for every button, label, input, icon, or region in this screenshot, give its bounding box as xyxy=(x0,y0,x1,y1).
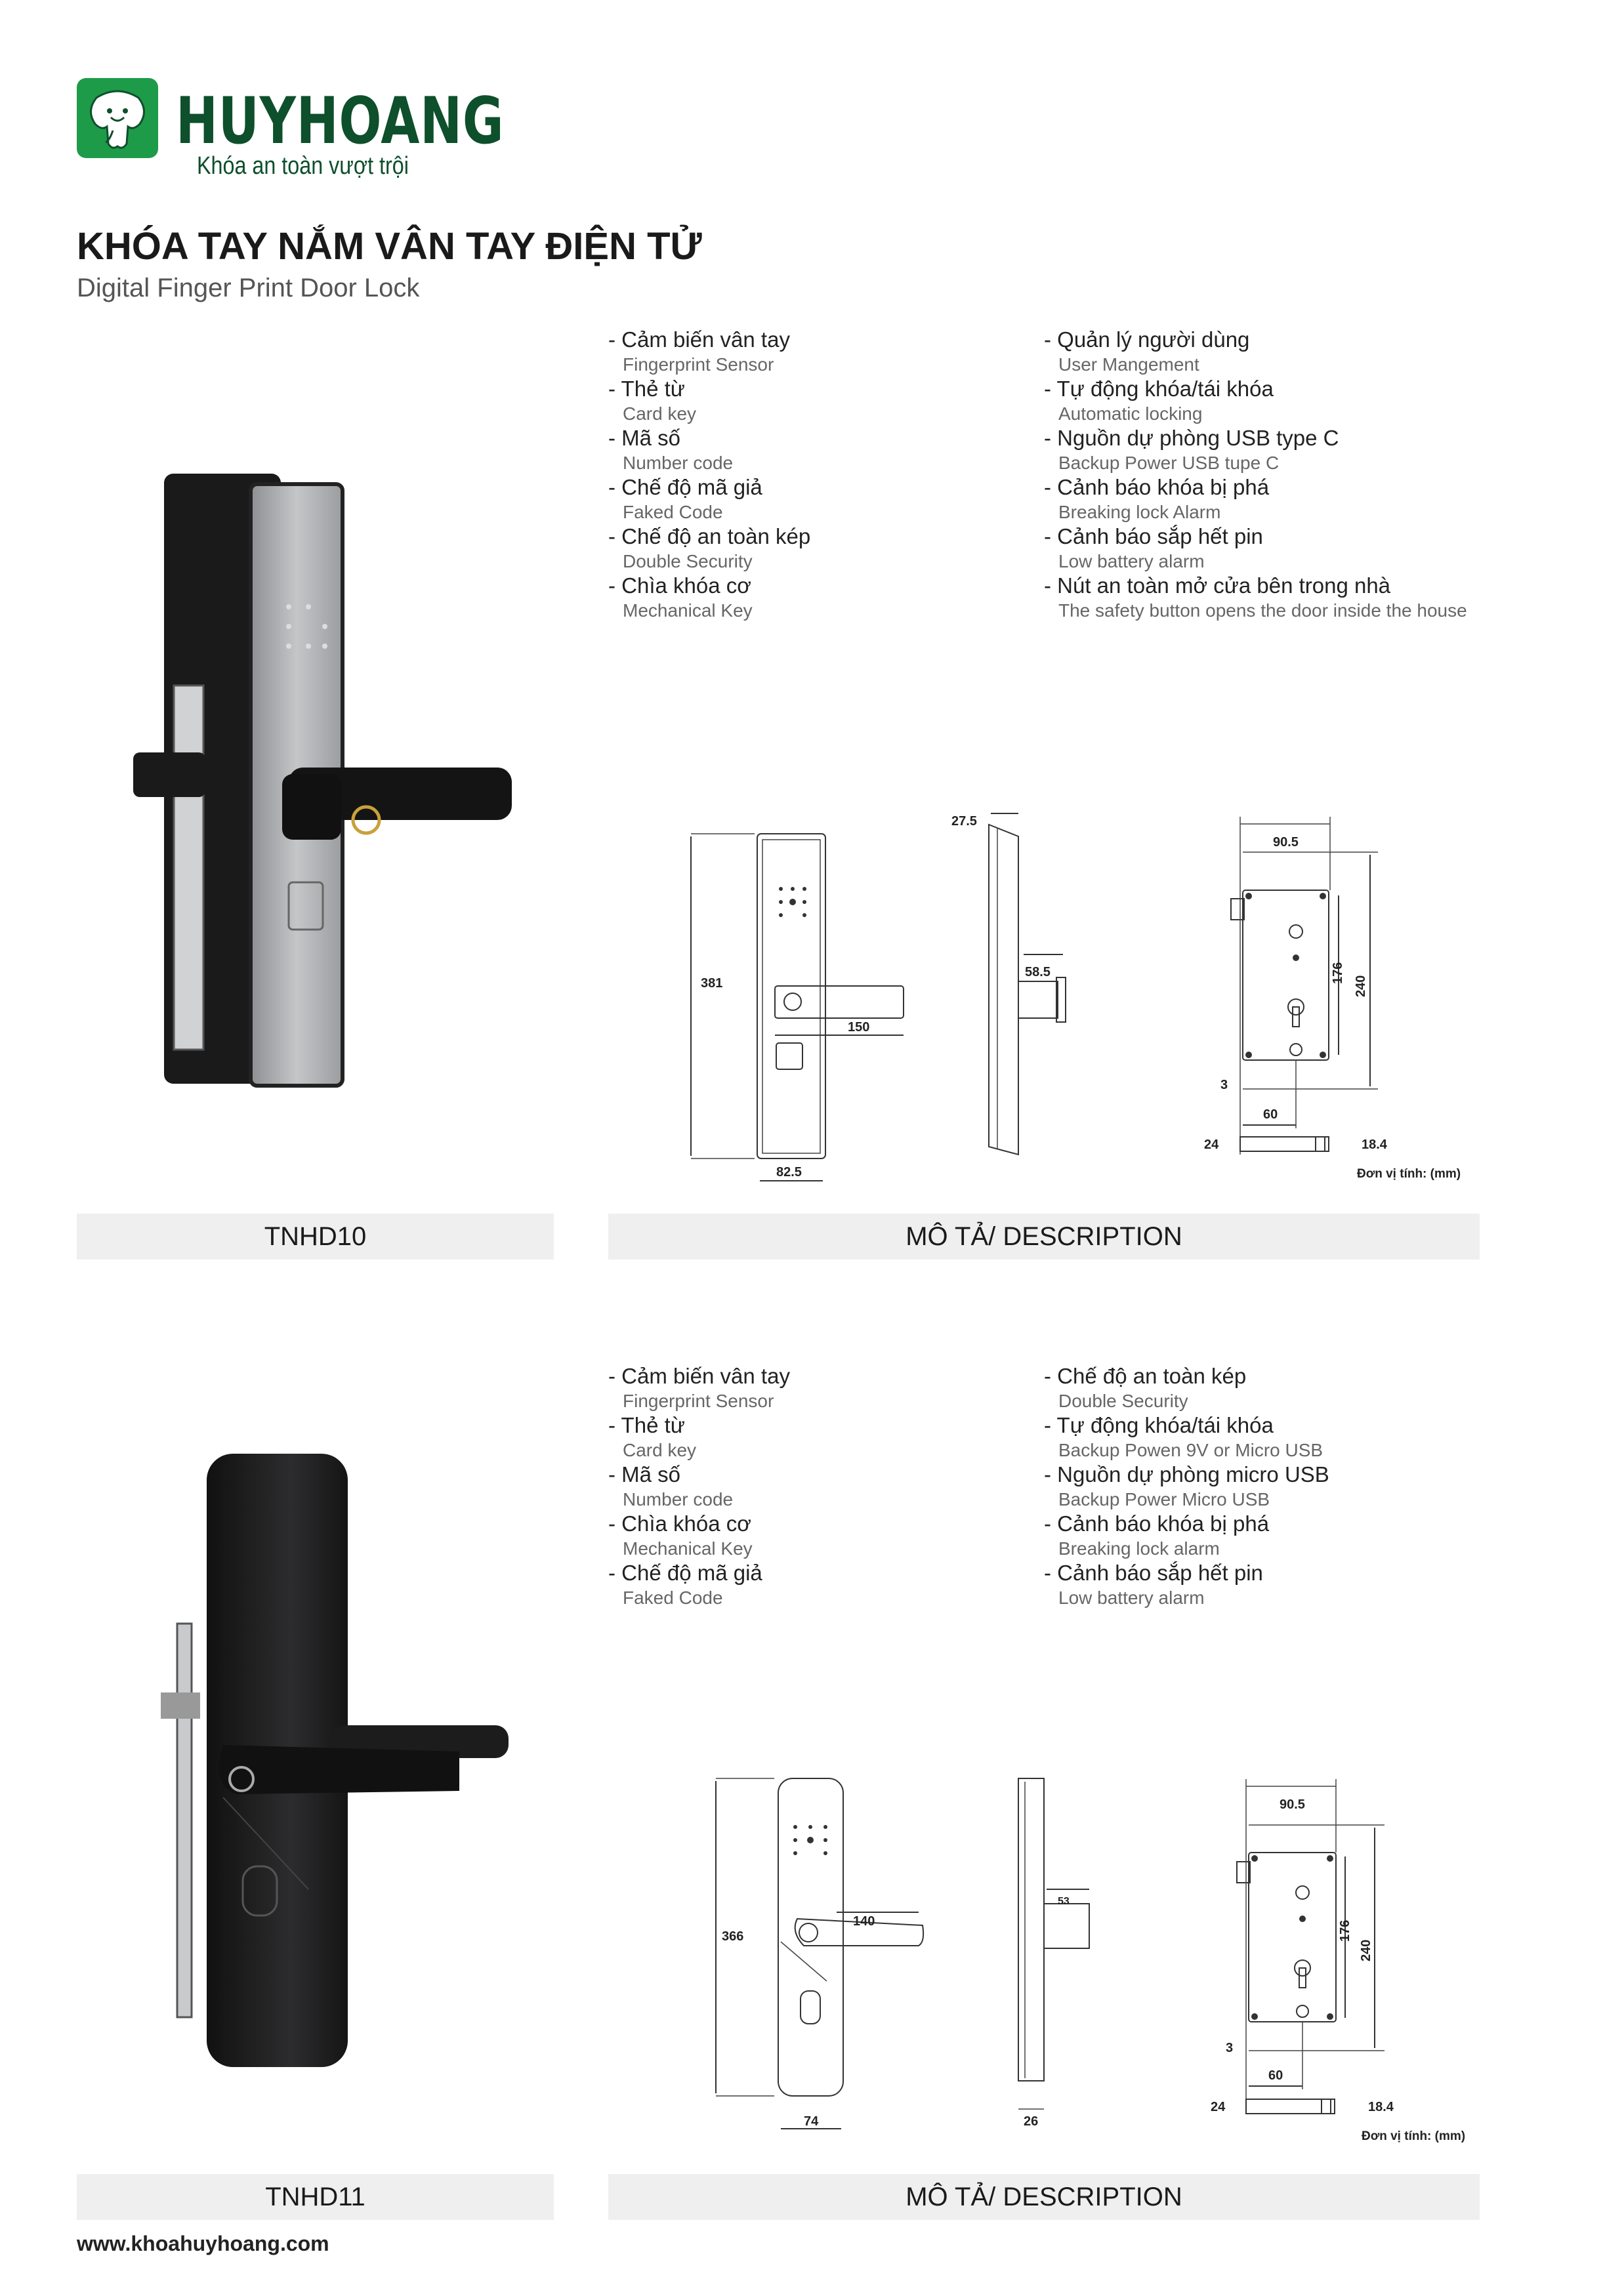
feature-name-vn: - Mã số xyxy=(608,1462,681,1486)
svg-text:24: 24 xyxy=(1204,1138,1219,1152)
svg-text:Đơn vị tính: (mm): Đơn vị tính: (mm) xyxy=(1362,2129,1466,2143)
svg-text:366: 366 xyxy=(722,1929,744,1944)
feature-name-en: Mechanical Key xyxy=(623,1538,753,1559)
svg-text:176: 176 xyxy=(1338,1919,1352,1942)
feature-name-vn: - Tự động khóa/tái khóa xyxy=(1044,1413,1274,1437)
feature-name-vn: - Nguồn dự phòng micro USB xyxy=(1044,1462,1329,1486)
feature-name-en: Fingerprint Sensor xyxy=(623,354,774,375)
feature-name-en: Low battery alarm xyxy=(1058,1588,1205,1608)
svg-text:150: 150 xyxy=(848,1020,870,1035)
brand-tagline: Khóa an toàn vượt trội xyxy=(197,152,409,180)
page-title: KHÓA TAY NẮM VÂN TAY ĐIỆN TỬ xyxy=(77,225,702,268)
svg-text:176: 176 xyxy=(1331,962,1345,984)
svg-text:53: 53 xyxy=(1058,1896,1070,1907)
feature-name-en: Faked Code xyxy=(623,1588,723,1608)
feature-name-vn: - Chế độ an toàn kép xyxy=(1044,1364,1247,1388)
product-photo-tnhd10 xyxy=(133,474,512,1086)
svg-text:3: 3 xyxy=(1220,1078,1228,1092)
feature-name-vn: - Cảnh báo sắp hết pin xyxy=(1044,1561,1263,1585)
feature-name-en: Low battery alarm xyxy=(1058,551,1205,571)
svg-text:Đơn vị tính: (mm): Đơn vị tính: (mm) xyxy=(1357,1167,1461,1181)
feature-name-vn: - Mã số xyxy=(608,426,681,450)
svg-text:60: 60 xyxy=(1263,1107,1278,1122)
brand-name: HUYHOANG xyxy=(176,84,505,159)
feature-name-vn: - Thẻ từ xyxy=(608,1413,685,1437)
feature-name-vn: - Tự động khóa/tái khóa xyxy=(1044,377,1274,401)
feature-name-en: Automatic locking xyxy=(1058,403,1203,424)
feature-name-vn: - Cảnh báo khóa bị phá xyxy=(1044,475,1270,499)
feature-name-en: Mechanical Key xyxy=(623,600,753,621)
feature-name-vn: - Cảnh báo sắp hết pin xyxy=(1044,524,1263,548)
svg-text:18.4: 18.4 xyxy=(1368,2100,1394,2114)
svg-text:140: 140 xyxy=(853,1914,875,1929)
svg-text:3: 3 xyxy=(1226,2041,1234,2055)
feature-name-vn: - Quản lý người dùng xyxy=(1044,327,1250,352)
svg-text:381: 381 xyxy=(701,976,723,991)
dimension-drawing-tnhd11 xyxy=(716,1778,1465,2143)
svg-text:27.5: 27.5 xyxy=(951,814,977,829)
feature-name-vn: - Cảm biến vân tay xyxy=(608,327,790,352)
feature-name-vn: - Chìa khóa cơ xyxy=(608,573,751,598)
feature-name-en: Backup Powen 9V or Micro USB xyxy=(1058,1440,1323,1460)
feature-name-en: Faked Code xyxy=(623,502,723,522)
feature-name-en: Card key xyxy=(623,1440,697,1460)
feature-name-vn: - Chế độ mã giả xyxy=(608,1561,762,1585)
dimension-drawing-tnhd10 xyxy=(691,813,1461,1181)
website-link[interactable]: www.khoahuyhoang.com xyxy=(77,2232,329,2255)
feature-name-en: Backup Power Micro USB xyxy=(1058,1489,1270,1509)
feature-name-vn: - Chế độ mã giả xyxy=(608,475,762,499)
feature-name-en: Number code xyxy=(623,453,734,473)
feature-name-en: Breaking lock alarm xyxy=(1058,1538,1220,1559)
svg-text:58.5: 58.5 xyxy=(1025,965,1051,979)
product-photo-tnhd11 xyxy=(161,1454,509,2067)
feature-name-en: Double Security xyxy=(1058,1391,1188,1411)
feature-name-vn: - Cảm biến vân tay xyxy=(608,1364,790,1388)
svg-text:90.5: 90.5 xyxy=(1273,835,1299,850)
feature-name-vn: - Nguồn dự phòng USB type C xyxy=(1044,426,1339,450)
svg-text:90.5: 90.5 xyxy=(1280,1797,1305,1812)
page-subtitle: Digital Finger Print Door Lock xyxy=(77,274,420,302)
svg-text:240: 240 xyxy=(1359,1939,1373,1961)
model-label-tnhd10: TNHD10 xyxy=(77,1214,554,1260)
svg-text:82.5: 82.5 xyxy=(776,1165,802,1179)
description-label: MÔ TẢ/ DESCRIPTION xyxy=(608,1214,1480,1260)
feature-name-en: User Mangement xyxy=(1058,354,1199,375)
description-label: MÔ TẢ/ DESCRIPTION xyxy=(608,2174,1480,2220)
svg-text:18.4: 18.4 xyxy=(1362,1138,1387,1152)
feature-name-en: Card key xyxy=(623,403,697,424)
svg-text:26: 26 xyxy=(1024,2114,1039,2129)
feature-name-en: Backup Power USB tupe C xyxy=(1058,453,1280,473)
feature-name-vn: - Chìa khóa cơ xyxy=(608,1511,751,1536)
svg-text:74: 74 xyxy=(804,2114,819,2129)
feature-name-en: The safety button opens the door inside the house xyxy=(1058,600,1467,621)
svg-text:60: 60 xyxy=(1268,2068,1283,2083)
feature-name-en: Breaking lock Alarm xyxy=(1058,502,1221,522)
feature-name-en: Double Security xyxy=(623,551,753,571)
feature-name-vn: - Cảnh báo khóa bị phá xyxy=(1044,1511,1270,1536)
feature-name-en: Number code xyxy=(623,1489,734,1509)
feature-name-en: Fingerprint Sensor xyxy=(623,1391,774,1411)
feature-name-vn: - Nút an toàn mở cửa bên trong nhà xyxy=(1044,573,1391,598)
feature-name-vn: - Thẻ từ xyxy=(608,377,685,401)
svg-text:240: 240 xyxy=(1354,975,1368,997)
model-label-tnhd11: TNHD11 xyxy=(77,2174,554,2220)
svg-text:24: 24 xyxy=(1211,2100,1226,2114)
feature-name-vn: - Chế độ an toàn kép xyxy=(608,524,811,548)
